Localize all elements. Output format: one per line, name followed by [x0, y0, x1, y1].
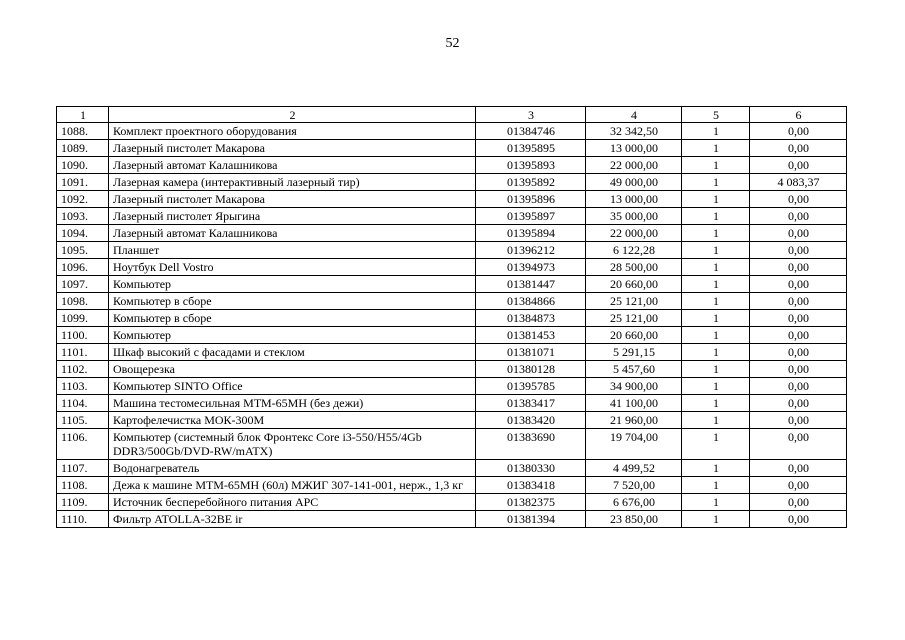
inventory-number-cell: 01395785	[476, 378, 586, 395]
row-number-cell: 1096.	[57, 259, 109, 276]
quantity-cell: 1	[682, 293, 750, 310]
table-row	[57, 412, 847, 429]
table-row	[57, 259, 847, 276]
residual-value-cell: 0,00	[750, 477, 847, 494]
table-row	[57, 378, 847, 395]
cost-cell: 20 660,00	[586, 327, 682, 344]
residual-value-cell: 0,00	[750, 361, 847, 378]
table-row	[57, 327, 847, 344]
inventory-number-cell: 01383418	[476, 477, 586, 494]
row-number-cell: 1088.	[57, 123, 109, 140]
item-name-cell: Компьютер в сборе	[109, 310, 476, 327]
table-row	[57, 477, 847, 494]
residual-value-cell: 0,00	[750, 460, 847, 477]
cost-cell: 34 900,00	[586, 378, 682, 395]
table-row	[57, 174, 847, 191]
item-name-cell: Компьютер в сборе	[109, 293, 476, 310]
cost-cell: 22 000,00	[586, 225, 682, 242]
row-number-cell: 1104.	[57, 395, 109, 412]
cost-cell: 5 291,15	[586, 344, 682, 361]
item-name-cell: Шкаф высокий с фасадами и стеклом	[109, 344, 476, 361]
row-number-cell: 1106.	[57, 429, 109, 460]
cost-cell: 6 676,00	[586, 494, 682, 511]
inventory-number-cell: 01384873	[476, 310, 586, 327]
inventory-number-cell: 01395892	[476, 174, 586, 191]
table-row	[57, 140, 847, 157]
column-header-3: 3	[476, 107, 586, 123]
quantity-cell: 1	[682, 460, 750, 477]
column-header-6: 6	[750, 107, 847, 123]
table-row	[57, 511, 847, 528]
residual-value-cell: 0,00	[750, 191, 847, 208]
inventory-number-cell: 01381071	[476, 344, 586, 361]
residual-value-cell: 0,00	[750, 293, 847, 310]
item-name-cell: Фильтр ATOLLA-32BE ir	[109, 511, 476, 528]
item-name-cell: Лазерная камера (интерактивный лазерный тир)	[109, 174, 476, 191]
cost-cell: 41 100,00	[586, 395, 682, 412]
table-row	[57, 395, 847, 412]
row-number-cell: 1093.	[57, 208, 109, 225]
inventory-number-cell: 01384746	[476, 123, 586, 140]
row-number-cell: 1103.	[57, 378, 109, 395]
cost-cell: 4 499,52	[586, 460, 682, 477]
residual-value-cell: 0,00	[750, 395, 847, 412]
residual-value-cell: 4 083,37	[750, 174, 847, 191]
table-row	[57, 429, 847, 460]
residual-value-cell: 0,00	[750, 225, 847, 242]
row-number-cell: 1095.	[57, 242, 109, 259]
residual-value-cell: 0,00	[750, 378, 847, 395]
inventory-number-cell: 01381394	[476, 511, 586, 528]
residual-value-cell: 0,00	[750, 123, 847, 140]
column-header-1: 1	[57, 107, 109, 123]
inventory-number-cell: 01394973	[476, 259, 586, 276]
residual-value-cell: 0,00	[750, 429, 847, 460]
quantity-cell: 1	[682, 191, 750, 208]
inventory-number-cell: 01381453	[476, 327, 586, 344]
cost-cell: 49 000,00	[586, 174, 682, 191]
item-name-cell: Дежа к машине МТМ-65МН (60л) МЖИГ 307-141-001, нерж., 1,3 кг	[109, 477, 476, 494]
row-number-cell: 1091.	[57, 174, 109, 191]
item-name-cell: Планшет	[109, 242, 476, 259]
residual-value-cell: 0,00	[750, 208, 847, 225]
inventory-number-cell: 01395896	[476, 191, 586, 208]
column-header-2: 2	[109, 107, 476, 123]
table-row	[57, 276, 847, 293]
item-name-cell: Лазерный автомат Калашникова	[109, 157, 476, 174]
quantity-cell: 1	[682, 327, 750, 344]
row-number-cell: 1090.	[57, 157, 109, 174]
inventory-number-cell: 01396212	[476, 242, 586, 259]
residual-value-cell: 0,00	[750, 327, 847, 344]
item-name-cell: Лазерный автомат Калашникова	[109, 225, 476, 242]
table-row	[57, 310, 847, 327]
cost-cell: 21 960,00	[586, 412, 682, 429]
residual-value-cell: 0,00	[750, 310, 847, 327]
table-row	[57, 494, 847, 511]
column-header-4: 4	[586, 107, 682, 123]
quantity-cell: 1	[682, 344, 750, 361]
cost-cell: 6 122,28	[586, 242, 682, 259]
quantity-cell: 1	[682, 157, 750, 174]
table-header-row	[57, 107, 847, 123]
cost-cell: 13 000,00	[586, 140, 682, 157]
table-row	[57, 344, 847, 361]
cost-cell: 28 500,00	[586, 259, 682, 276]
inventory-number-cell: 01395894	[476, 225, 586, 242]
item-name-cell: Компьютер (системный блок Фронтекс Core i3-550/H55/4Gb DDR3/500Gb/DVD-RW/mATX)	[109, 429, 476, 460]
inventory-number-cell: 01395895	[476, 140, 586, 157]
residual-value-cell: 0,00	[750, 140, 847, 157]
row-number-cell: 1099.	[57, 310, 109, 327]
item-name-cell: Комплект проектного оборудования	[109, 123, 476, 140]
inventory-number-cell: 01395897	[476, 208, 586, 225]
quantity-cell: 1	[682, 395, 750, 412]
row-number-cell: 1097.	[57, 276, 109, 293]
item-name-cell: Лазерный пистолет Макарова	[109, 140, 476, 157]
cost-cell: 19 704,00	[586, 429, 682, 460]
item-name-cell: Источник бесперебойного питания APC	[109, 494, 476, 511]
cost-cell: 23 850,00	[586, 511, 682, 528]
item-name-cell: Овощерезка	[109, 361, 476, 378]
quantity-cell: 1	[682, 259, 750, 276]
quantity-cell: 1	[682, 511, 750, 528]
row-number-cell: 1107.	[57, 460, 109, 477]
residual-value-cell: 0,00	[750, 276, 847, 293]
table-row	[57, 293, 847, 310]
inventory-number-cell: 01381447	[476, 276, 586, 293]
quantity-cell: 1	[682, 310, 750, 327]
row-number-cell: 1109.	[57, 494, 109, 511]
table-row	[57, 225, 847, 242]
cost-cell: 25 121,00	[586, 293, 682, 310]
row-number-cell: 1092.	[57, 191, 109, 208]
quantity-cell: 1	[682, 429, 750, 460]
inventory-number-cell: 01383417	[476, 395, 586, 412]
row-number-cell: 1100.	[57, 327, 109, 344]
cost-cell: 32 342,50	[586, 123, 682, 140]
quantity-cell: 1	[682, 225, 750, 242]
cost-cell: 25 121,00	[586, 310, 682, 327]
cost-cell: 7 520,00	[586, 477, 682, 494]
item-name-cell: Водонагреватель	[109, 460, 476, 477]
item-name-cell: Компьютер	[109, 276, 476, 293]
residual-value-cell: 0,00	[750, 157, 847, 174]
row-number-cell: 1102.	[57, 361, 109, 378]
row-number-cell: 1105.	[57, 412, 109, 429]
inventory-number-cell: 01383690	[476, 429, 586, 460]
quantity-cell: 1	[682, 140, 750, 157]
cost-cell: 22 000,00	[586, 157, 682, 174]
item-name-cell: Картофелечистка МОК-300М	[109, 412, 476, 429]
row-number-cell: 1108.	[57, 477, 109, 494]
inventory-number-cell: 01380128	[476, 361, 586, 378]
row-number-cell: 1098.	[57, 293, 109, 310]
table-row	[57, 208, 847, 225]
item-name-cell: Лазерный пистолет Макарова	[109, 191, 476, 208]
page-number: 52	[445, 36, 460, 51]
quantity-cell: 1	[682, 412, 750, 429]
table-row	[57, 191, 847, 208]
item-name-cell: Ноутбук Dell Vostro	[109, 259, 476, 276]
quantity-cell: 1	[682, 477, 750, 494]
item-name-cell: Машина тестомесильная МТМ-65МН (без дежи)	[109, 395, 476, 412]
table-row	[57, 123, 847, 140]
quantity-cell: 1	[682, 361, 750, 378]
residual-value-cell: 0,00	[750, 494, 847, 511]
quantity-cell: 1	[682, 123, 750, 140]
quantity-cell: 1	[682, 276, 750, 293]
row-number-cell: 1101.	[57, 344, 109, 361]
quantity-cell: 1	[682, 494, 750, 511]
residual-value-cell: 0,00	[750, 511, 847, 528]
residual-value-cell: 0,00	[750, 259, 847, 276]
inventory-number-cell: 01382375	[476, 494, 586, 511]
residual-value-cell: 0,00	[750, 412, 847, 429]
row-number-cell: 1110.	[57, 511, 109, 528]
column-header-5: 5	[682, 107, 750, 123]
quantity-cell: 1	[682, 174, 750, 191]
inventory-number-cell: 01383420	[476, 412, 586, 429]
cost-cell: 35 000,00	[586, 208, 682, 225]
table-row	[57, 157, 847, 174]
cost-cell: 13 000,00	[586, 191, 682, 208]
quantity-cell: 1	[682, 242, 750, 259]
cost-cell: 20 660,00	[586, 276, 682, 293]
table-row	[57, 361, 847, 378]
inventory-number-cell: 01395893	[476, 157, 586, 174]
quantity-cell: 1	[682, 378, 750, 395]
item-name-cell: Компьютер	[109, 327, 476, 344]
table-row	[57, 460, 847, 477]
inventory-number-cell: 01384866	[476, 293, 586, 310]
item-name-cell: Компьютер SINTO Office	[109, 378, 476, 395]
inventory-table	[56, 106, 847, 528]
row-number-cell: 1089.	[57, 140, 109, 157]
inventory-number-cell: 01380330	[476, 460, 586, 477]
quantity-cell: 1	[682, 208, 750, 225]
table-row	[57, 242, 847, 259]
residual-value-cell: 0,00	[750, 344, 847, 361]
row-number-cell: 1094.	[57, 225, 109, 242]
item-name-cell: Лазерный пистолет Ярыгина	[109, 208, 476, 225]
cost-cell: 5 457,60	[586, 361, 682, 378]
residual-value-cell: 0,00	[750, 242, 847, 259]
